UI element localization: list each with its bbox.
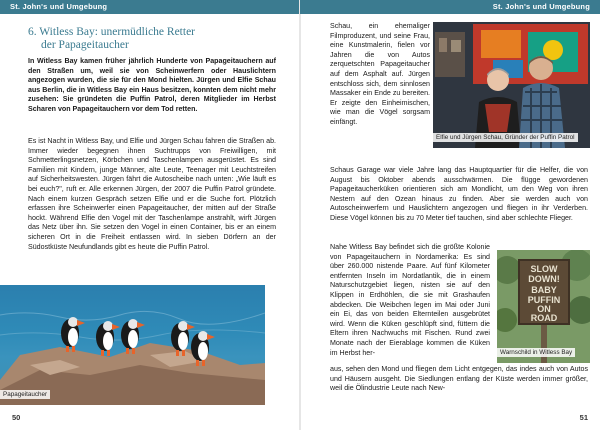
couple-photo [433,22,590,148]
chapter-title-line1: 6. Witless Bay: unermüdliche Retter [28,26,195,38]
body-text-right-bottom: aus, sehen den Mond und fliegen dem Licht entgegen, das indes auch von Autos und Häusern ausgeht. Die Siedlungen entlang der Küste werden immer größer, weil die Ölindustrie Leute nach New- [330,365,588,393]
running-head-left: St. John's und Umgebung [0,0,300,14]
couple-photo-caption: Elfie und Jürgen Schau, Gründer der Puffin Patrol [433,133,578,142]
right-page [300,0,600,430]
puffin-illustration [0,285,265,405]
warning-sign-caption: Warnschild in Witless Bay [497,348,575,357]
running-head-right: St. John's und Umgebung [300,0,600,14]
chapter-title [28,26,290,52]
sign-line-1: SLOW [530,264,558,274]
page-number-right: 51 [579,413,588,422]
sign-line-4: PUFFIN [527,295,561,305]
puffin-photo [0,285,265,405]
sign-line-6: ROAD [530,313,558,323]
warning-sign-illustration [497,250,590,363]
chapter-title-line2: der Papageitaucher [41,39,129,51]
body-text-right-top: Schau, ein ehemaliger Filmproduzent, und seine Frau, eine Kunstmalerin, fielen vor Jahren die von Autos zerquetschten Papageitaucher auf dem Asphalt auf. Jürgen entschloss sich, dem sinnlosen Massaker ein Ende zu bereiten. Er zeigte den Einheimischen, wie man die Vögel sorgsam einfängt. [330,22,430,126]
body-text-right-middle: Nahe Witless Bay befindet sich die größte Kolonie von Papageitauchern in Nordamerika: Es sind über 260.000 nistende Paare. Auf fünf Kilometer entfernten Inseln im Nordatlantik, die in einem Naturschutzgebiet liegen, nisten sie auf den Klippen in Erdhöhlen, die sie mit Grashaufen abdecken. Die Weibchen legen im Mai oder Juni ein Ei, das von beiden Elternteilen ausgebrütet wird. Wenn die Küken geschlüpft sind, füttern die Eltern ihren Nachwuchs mit Fischen. Rund zwei Monate nach der Eierablage kommen die Küken im Herbst her- [330,243,490,357]
lead-paragraph: In Witless Bay kamen früher jährlich Hunderte von Papageitauchern auf den Straßen um, weil sie von Scheinwerfern oder Hauslichtern angezogen wurden, die sie für den Mond hielten. Jürgen und Elfie Schau aus Berlin, die in Witless Bay ein Haus besitzen, konnten dem nicht mehr zusehen: Sie gründeten die Puffin Patrol, deren Mitglieder im Herbst Scharen von Papageitauchern vor dem Tod retten. [28,57,276,113]
page-number-left: 50 [12,413,21,422]
body-paragraph-left: Es ist Nacht in Witless Bay, und Elfie und Jürgen Schau fahren die Straßen ab. Immer wieder begegnen ihnen Suchtrupps von Freiwilligen, mit Schmetterlingsnetzen, Körbchen und Taschenlampen ausgerüstet. Es sind Familien mit Kindern, junge Männer, alte Leute, Teenager mit Leuchtstreifen auf Sicherheitswesten. Jürgen fährt die Autoscheibe nach unten: „Wie läuft es bei euch?", ruft er. Alle erkennen Jürgen, der 2007 die Puffin Patrol gründete. Nach einem kurzen Gespräch setzen Elfie und er die Suche fort. Plötzlich erfassen ihre Scheinwerfer einen Papageitaucher, der mitten auf der Straße hockt. Während Elfie den Vogel mit der Taschenlampe anstrahlt, wirft Jürgen das Netz über ihn. Sie setzen den Vogel in einen Container, bis er an einem sicheren Ort in die Freiheit entlassen wird. In sieben Dörfern an der Südostküste Neufundlands gibt es heute die Puffin Patrol. [28,137,276,251]
warning-sign-photo [497,250,590,363]
sign-line-3: BABY [531,285,557,295]
sign-line-5: ON [537,304,551,314]
sign-line-2: DOWN! [528,274,560,284]
puffin-photo-caption: Papageitaucher [0,390,50,399]
body-paragraph-right: Schaus Garage war viele Jahre lang das Hauptquartier für die Helfer, die von August bis Oktober abends ausschwärmen. Die flügge gewordenen Papageitaucherküken orientieren sich am Mondlicht, um den Weg von ihren Nestern auf den Ozean hinaus zu finden. Aber sie werden auch von Autoscheinwerfern und Hauslichtern angezogen und fliegen in ihr Verderben. Diese Vögel können bis zu 70 Meter tief tauchen, sind aber schlechte Flieger. [330,166,588,222]
couple-illustration [433,22,590,148]
